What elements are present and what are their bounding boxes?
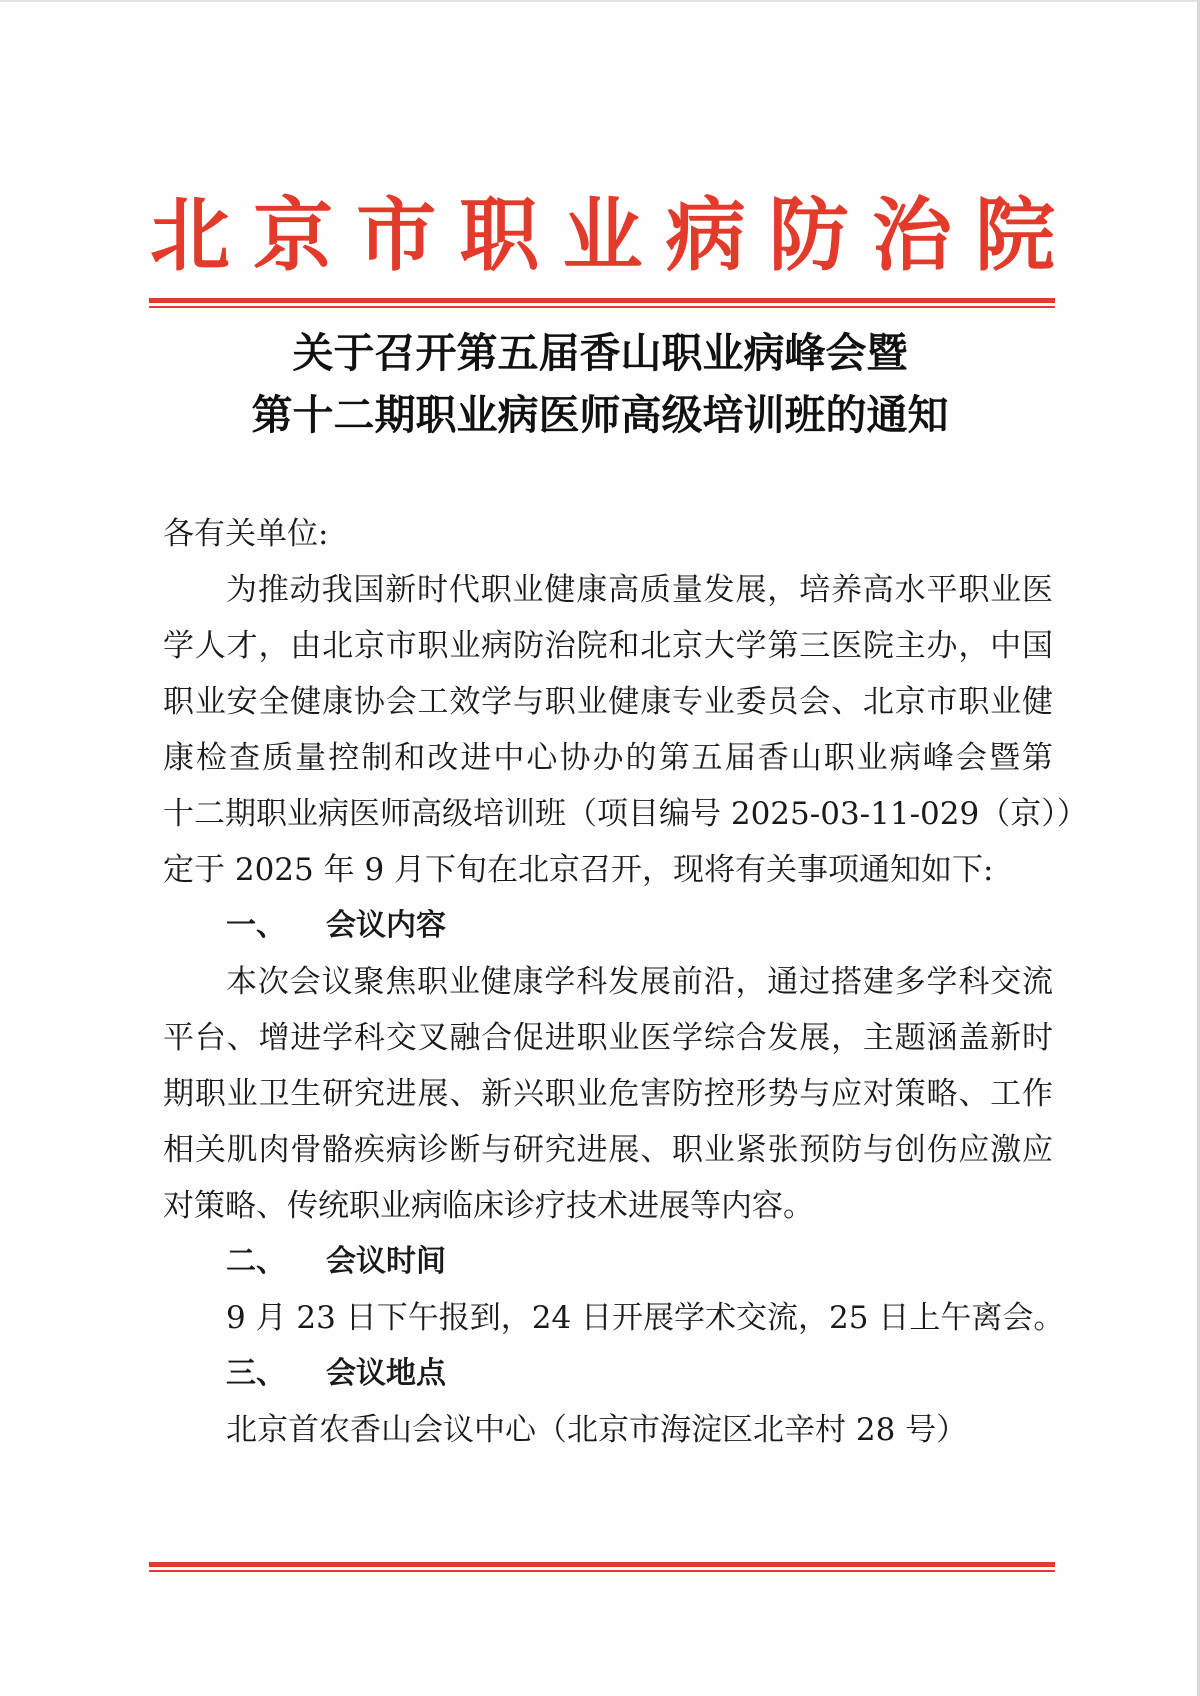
doc-title-line-2: 第十二期职业病医师高级培训班的通知 — [251, 391, 949, 439]
section-number: 二、 — [226, 1244, 286, 1279]
letterhead-red-rule — [149, 298, 1055, 303]
intro-line: 十二期职业病医师高级培训班（项目编号 2025-03-11-029（京）） — [163, 796, 1088, 832]
scan-edge-top — [0, 0, 1200, 2]
letterhead-red-rule-thin — [149, 306, 1055, 308]
section-number: 一、 — [226, 908, 286, 943]
section-title: 会议时间 — [326, 1244, 446, 1279]
intro-line: 定于 2025 年 9 月下旬在北京召开，现将有关事项通知如下: — [163, 852, 994, 888]
doc-title-line-1: 关于召开第五届香山职业病峰会暨 — [292, 329, 908, 377]
section-line: 本次会议聚焦职业健康学科发展前沿，通过搭建多学科交流 — [226, 964, 1053, 1000]
footer-red-rule-thin — [149, 1570, 1055, 1572]
section-line: 对策略、传统职业病临床诊疗技术进展等内容。 — [163, 1188, 814, 1224]
org-name-char: 京 — [253, 189, 334, 282]
salutation: 各有关单位: — [163, 516, 329, 552]
intro-line: 为推动我国新时代职业健康高质量发展，培养高水平职业医 — [226, 572, 1053, 608]
section-title: 会议内容 — [326, 908, 446, 943]
intro-line: 学人才，由北京市职业病防治院和北京大学第三医院主办，中国 — [163, 628, 1053, 664]
intro-line: 职业安全健康协会工效学与职业健康专业委员会、北京市职业健 — [163, 684, 1053, 720]
org-name-char: 职 — [459, 189, 540, 282]
section-line: 期职业卫生研究进展、新兴职业危害防控形势与应对策略、工作 — [163, 1076, 1053, 1112]
footer-red-rule — [149, 1562, 1055, 1567]
org-name-char: 市 — [356, 189, 437, 282]
org-name-char: 北 — [150, 189, 230, 282]
section-number: 三、 — [226, 1356, 286, 1391]
section-line: 9 月 23 日下午报到，24 日开展学术交流，25 日上午离会。 — [226, 1300, 1065, 1336]
org-name-char: 防 — [768, 189, 849, 282]
org-name-char: 院 — [975, 189, 1055, 282]
org-name-char: 治 — [871, 189, 952, 282]
section-line: 相关肌肉骨骼疾病诊断与研究进展、职业紧张预防与创伤应激应 — [163, 1132, 1053, 1168]
section-heading-content — [226, 906, 1053, 946]
org-name-char: 业 — [562, 189, 643, 282]
section-line: 北京首农香山会议中心（北京市海淀区北辛村 28 号） — [226, 1412, 968, 1448]
section-line: 平台、增进学科交叉融合促进职业医学综合发展，主题涵盖新时 — [163, 1020, 1053, 1056]
section-heading-time — [226, 1242, 1053, 1282]
org-name-char: 病 — [665, 189, 746, 282]
intro-line: 康检查质量控制和改进中心协办的第五届香山职业病峰会暨第 — [163, 740, 1053, 776]
section-heading-location — [226, 1354, 1053, 1394]
letterhead-org-name — [150, 188, 1055, 284]
section-title: 会议地点 — [326, 1356, 446, 1391]
